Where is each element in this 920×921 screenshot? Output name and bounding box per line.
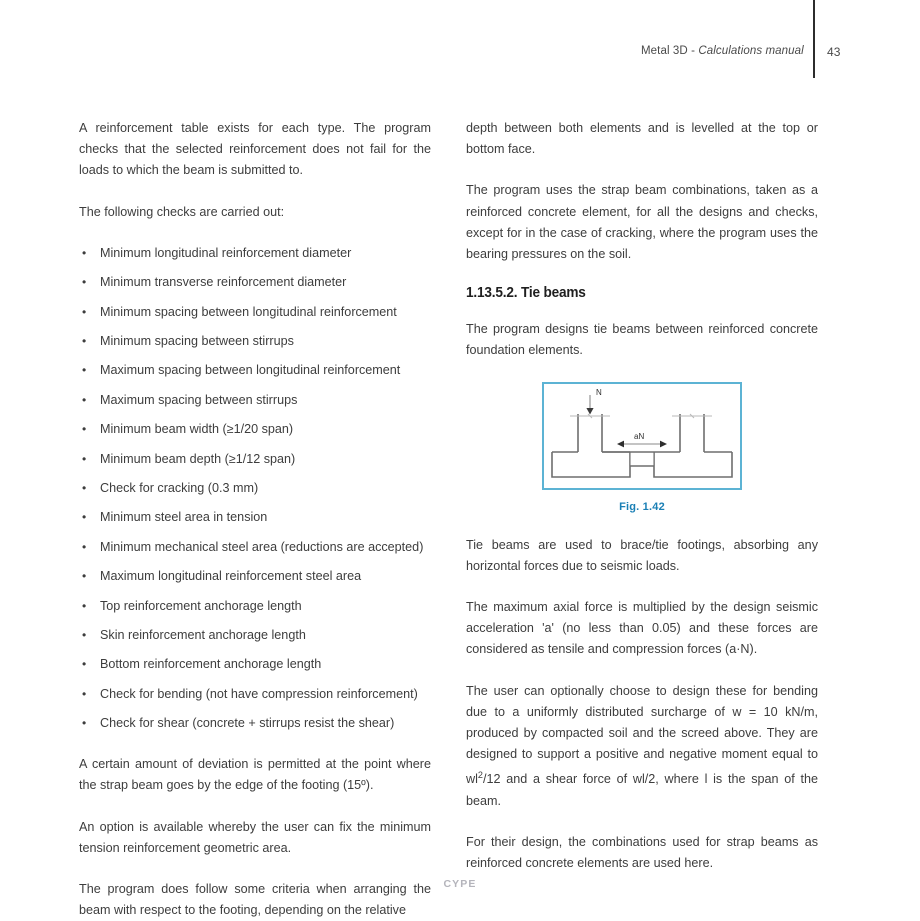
checks-lead-in: The following checks are carried out: bbox=[79, 204, 285, 219]
surcharge-exponent: 2 bbox=[477, 770, 483, 781]
final-paragraph: For their design, the combinations used for strap beams as reinforced concrete elements are used here. bbox=[466, 835, 818, 871]
section-heading: 1.13.5.2. Tie beams bbox=[466, 285, 586, 302]
list-item: • Minimum beam width (≥1/20 span) bbox=[79, 419, 431, 440]
list-item: • Maximum spacing between stirrups bbox=[79, 390, 431, 411]
page-footer bbox=[0, 874, 920, 892]
figure-1-42 bbox=[466, 382, 818, 513]
header-divider-rule bbox=[813, 0, 815, 78]
list-item: • Maximum longitudinal reinforcement steel area bbox=[79, 566, 431, 587]
surcharge-text-part1: The user can optionally choose to design these for bending due to a uniformly distributed surcharge of w = 10 kN/m, produced by compacted soil and the screed above. They are designed to support a positive and negative moment equal to wl bbox=[466, 683, 818, 787]
left-column bbox=[79, 118, 431, 921]
header-document-title bbox=[641, 45, 804, 57]
axial-paragraph: The maximum axial force is multiplied by the design seismic acceleration 'a' (no less than 0.05) and these forces are considered as tensile and compression forces (a·N). bbox=[466, 600, 818, 657]
figure-frame bbox=[542, 382, 742, 490]
list-item: • Minimum mechanical steel area (reductions are accepted) bbox=[79, 537, 431, 558]
figure-caption: Fig. 1.42 bbox=[619, 500, 665, 513]
depth-paragraph: depth between both elements and is levelled at the top or bottom face. bbox=[466, 121, 818, 157]
list-item: • Bottom reinforcement anchorage length bbox=[79, 654, 431, 675]
intro-paragraph: A reinforcement table exists for each type. The program checks that the selected reinforcement does not fail for the loads to which the beam is submitted to. bbox=[79, 121, 431, 178]
deviation-paragraph: A certain amount of deviation is permitted at the point where the strap beam goes by the edge of the footing (15º). bbox=[79, 757, 431, 793]
header-title-italic: Calculations manual bbox=[698, 45, 804, 57]
header-page-number: 43 bbox=[827, 45, 841, 59]
span-label: aN bbox=[634, 431, 645, 441]
tie-beam-diagram bbox=[544, 384, 740, 488]
axial-force-label: N bbox=[596, 387, 602, 397]
list-item: • Minimum beam depth (≥1/12 span) bbox=[79, 449, 431, 470]
right-column bbox=[466, 118, 818, 874]
checks-list bbox=[79, 243, 431, 734]
surcharge-paragraph bbox=[466, 681, 818, 812]
list-item: • Check for cracking (0.3 mm) bbox=[79, 478, 431, 499]
list-item: • Minimum longitudinal reinforcement diameter bbox=[79, 243, 431, 264]
list-item: • Minimum spacing between longitudinal reinforcement bbox=[79, 302, 431, 323]
combinations-paragraph: The program uses the strap beam combinations, taken as a reinforced concrete element, for all the designs and checks, except for in the case of cracking, where the program uses the bearing pressures on the soil. bbox=[466, 183, 818, 262]
footer-brand: CYPE bbox=[443, 878, 477, 890]
list-item: • Minimum steel area in tension bbox=[79, 507, 431, 528]
option-paragraph: An option is available whereby the user can fix the minimum tension reinforcement geometric area. bbox=[79, 819, 431, 855]
page-header bbox=[0, 0, 920, 80]
list-item: • Top reinforcement anchorage length bbox=[79, 596, 431, 617]
list-item: • Minimum transverse reinforcement diameter bbox=[79, 272, 431, 293]
list-item: • Check for shear (concrete + stirrups resist the shear) bbox=[79, 713, 431, 734]
brace-paragraph: Tie beams are used to brace/tie footings, absorbing any horizontal forces due to seismic loads. bbox=[466, 537, 818, 573]
surcharge-text-part2: /12 and a shear force of wl/2, where l is the span of the beam. bbox=[466, 772, 818, 808]
list-item: • Check for bending (not have compression reinforcement) bbox=[79, 684, 431, 705]
header-title-plain: Metal 3D - bbox=[641, 45, 699, 57]
list-item: • Minimum spacing between stirrups bbox=[79, 331, 431, 352]
list-item: • Maximum spacing between longitudinal reinforcement bbox=[79, 360, 431, 381]
designs-paragraph: The program designs tie beams between reinforced concrete foundation elements. bbox=[466, 322, 818, 358]
criteria-paragraph: The program does follow some criteria when arranging the beam with respect to the footing, depending on the relative bbox=[79, 882, 431, 918]
list-item: • Skin reinforcement anchorage length bbox=[79, 625, 431, 646]
